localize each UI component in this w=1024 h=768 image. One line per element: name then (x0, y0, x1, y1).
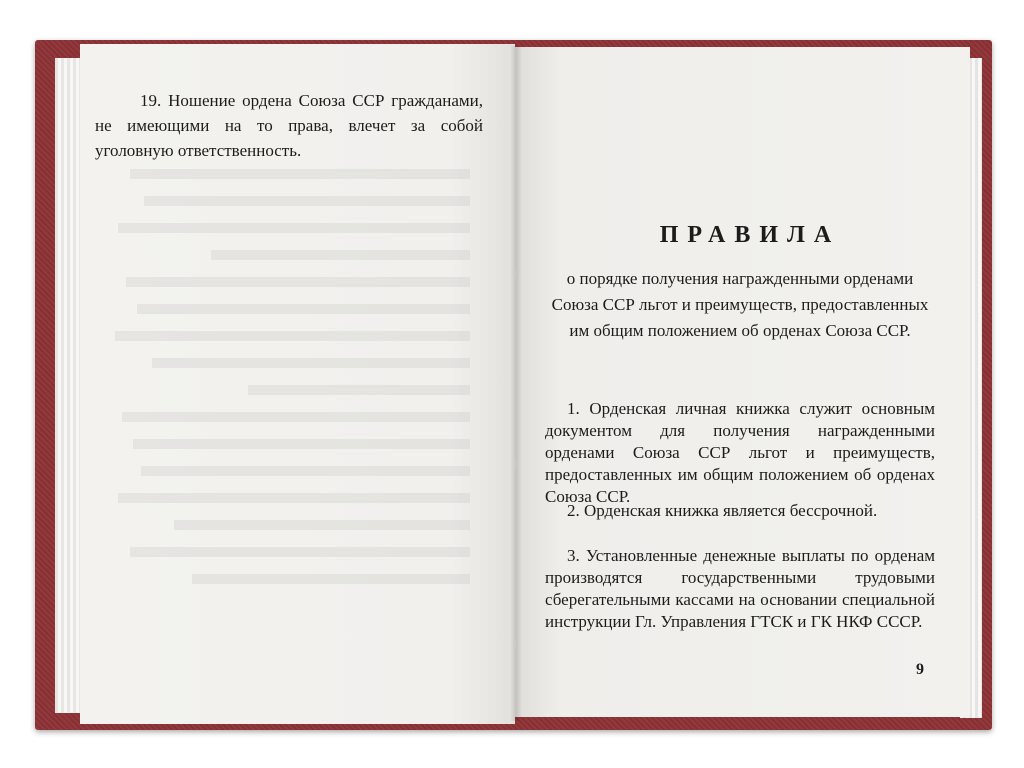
binding-stitch (514, 460, 516, 468)
rule-item-1: 1. Орденская личная книжка служит основным документом для получения награжденными орденами Союза ССР льгот и преимуществ, предоставленных им общим положением об орденах Союза ССР. (545, 399, 935, 506)
page-number: 9 (916, 661, 924, 678)
rule-item-3: 3. Установленные денежные выплаты по орденам производятся государственными трудовыми сберегательными кассами на основании специальной инструкции Гл. Управления ГТСК и ГК НКФ СССР. (545, 546, 935, 631)
paragraph-19: 19. Ношение ордена Союза ССР гражданами, не имеющими на то права, влечет за собой уголовную ответственность. (95, 91, 483, 160)
rule-item-2: 2. Орденская книжка является бессрочной. (567, 501, 878, 520)
binding-stitch (514, 270, 516, 278)
rules-title: ПРАВИЛА (659, 222, 841, 248)
show-through-texture (100, 160, 470, 601)
book-gutter (510, 46, 522, 721)
rules-subtitle: о порядке получения награжденными орденами Союза ССР льгот и преимуществ, предоставленных им общим положением об орденах Союза ССР. (551, 269, 929, 340)
binding-stitch (514, 640, 516, 648)
